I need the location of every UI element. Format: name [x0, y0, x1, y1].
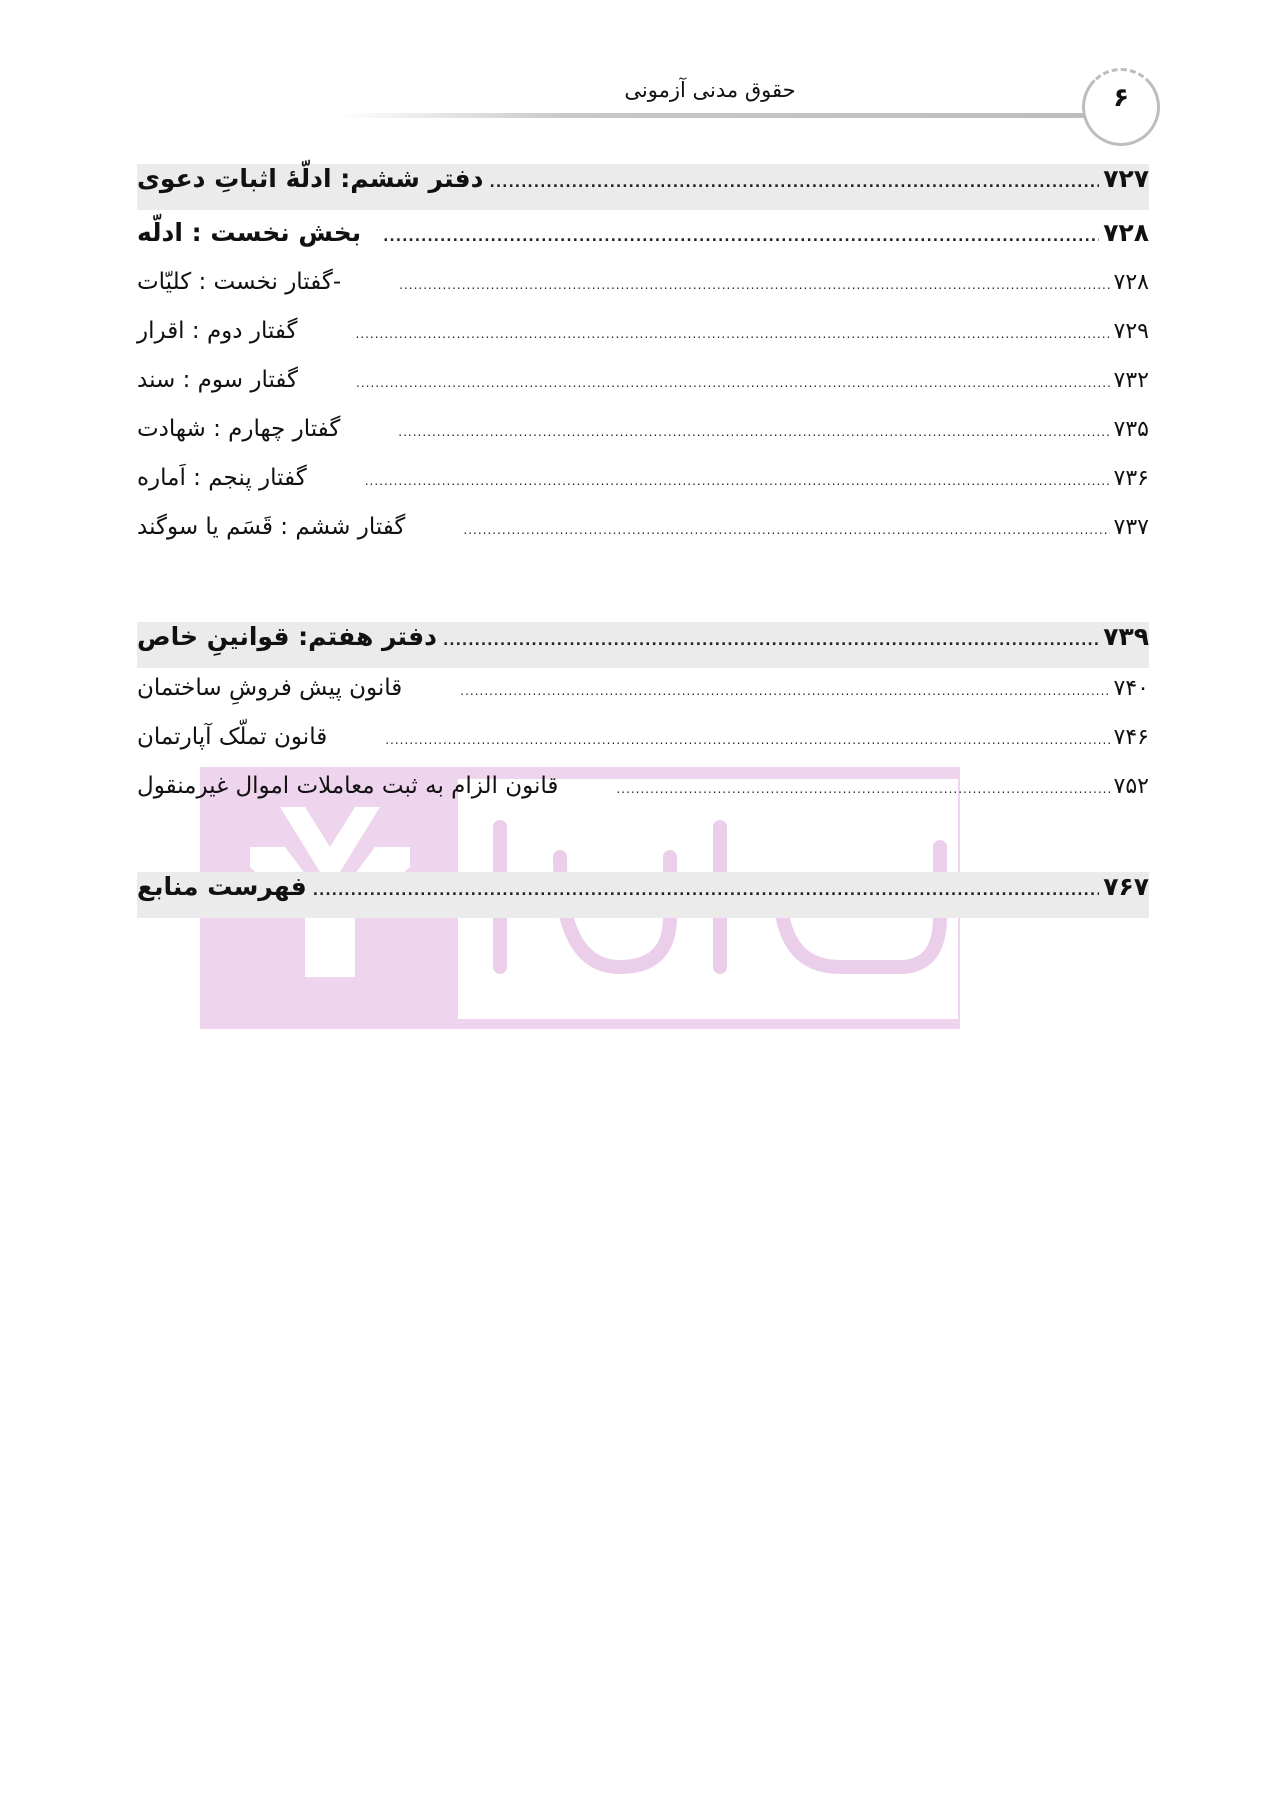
dot-leader	[490, 175, 1100, 191]
dot-leader	[463, 523, 1109, 537]
dot-leader	[313, 883, 1100, 899]
toc-entry-label: گفتار چهارم : شهادت	[137, 416, 341, 442]
toc-entry-label: گفتار پنجم : اَماره	[137, 465, 307, 491]
toc-entry-chapter-6[interactable]	[137, 514, 1149, 560]
toc-entry-label: دفتر هفتم: قوانینِ خاص	[137, 622, 437, 651]
page-number: ۶	[1113, 83, 1129, 113]
toc-entry-page: ۷۳۷	[1113, 515, 1149, 540]
toc-entry-label: قانون پیش فروشِ ساختمان	[137, 675, 403, 701]
toc-entry-part-six[interactable]	[137, 164, 1149, 210]
running-header-title: حقوق مدنی آزمونی	[624, 78, 796, 102]
toc-entry-label: گفتار ششم : قَسَم یا سوگند	[137, 514, 406, 540]
toc-entry-chapter-3[interactable]	[137, 367, 1149, 413]
toc-entry-law-3[interactable]	[137, 773, 1149, 819]
dot-leader	[355, 327, 1109, 341]
toc-entry-page: ۷۶۷	[1103, 872, 1149, 901]
dot-leader	[383, 229, 1099, 245]
toc-entry-label: بخش نخست : ادلّه	[137, 218, 362, 247]
toc-entry-bibliography[interactable]	[137, 872, 1149, 918]
toc-entry-page: ۷۲۸	[1103, 218, 1149, 247]
toc-entry-page: ۷۵۲	[1113, 774, 1149, 799]
dot-leader	[399, 278, 1109, 292]
toc-entry-page: ۷۴۰	[1113, 676, 1149, 701]
dot-leader	[616, 782, 1109, 796]
dot-leader	[443, 633, 1099, 649]
toc-entry-page: ۷۲۷	[1103, 164, 1149, 193]
toc-entry-page: ۷۴۶	[1113, 725, 1149, 750]
dot-leader	[365, 474, 1110, 488]
header-rule	[340, 113, 1100, 118]
toc-entry-chapter-5[interactable]	[137, 465, 1149, 511]
toc-entry-part-seven[interactable]	[137, 622, 1149, 668]
toc-entry-label: -گفتار نخست : کلیّات	[137, 269, 342, 295]
toc-entry-chapter-1[interactable]	[137, 269, 1149, 315]
dot-leader	[385, 733, 1109, 747]
toc-entry-page: ۷۳۲	[1113, 368, 1149, 393]
dot-leader	[356, 376, 1110, 390]
toc-entry-page: ۷۲۸	[1113, 270, 1149, 295]
toc-entry-page: ۷۳۵	[1113, 417, 1149, 442]
toc-entry-label: دفتر ششم: ادلّهٔ اثباتِ دعوی	[137, 164, 484, 193]
toc-entry-chapter-2[interactable]	[137, 318, 1149, 364]
toc-entry-chapter-4[interactable]	[137, 416, 1149, 462]
toc-entry-page: ۷۳۹	[1103, 622, 1149, 651]
toc-entry-law-2[interactable]	[137, 724, 1149, 770]
toc-entry-section-one[interactable]	[137, 218, 1149, 264]
toc-entry-law-1[interactable]	[137, 675, 1149, 721]
toc-entry-label: گفتار دوم : اقرار	[137, 318, 298, 344]
toc-entry-label: قانون تملّک آپارتمان	[137, 724, 328, 750]
toc-entry-label: فهرست منابع	[137, 872, 307, 901]
dot-leader	[398, 425, 1109, 439]
dot-leader	[460, 684, 1109, 698]
toc-entry-page: ۷۳۶	[1113, 466, 1149, 491]
toc-entry-page: ۷۲۹	[1113, 319, 1149, 344]
toc-entry-label: گفتار سوم : سند	[137, 367, 298, 393]
toc-entry-label: قانون الزام به ثبت معاملات اموال غیرمنقول	[137, 773, 559, 799]
